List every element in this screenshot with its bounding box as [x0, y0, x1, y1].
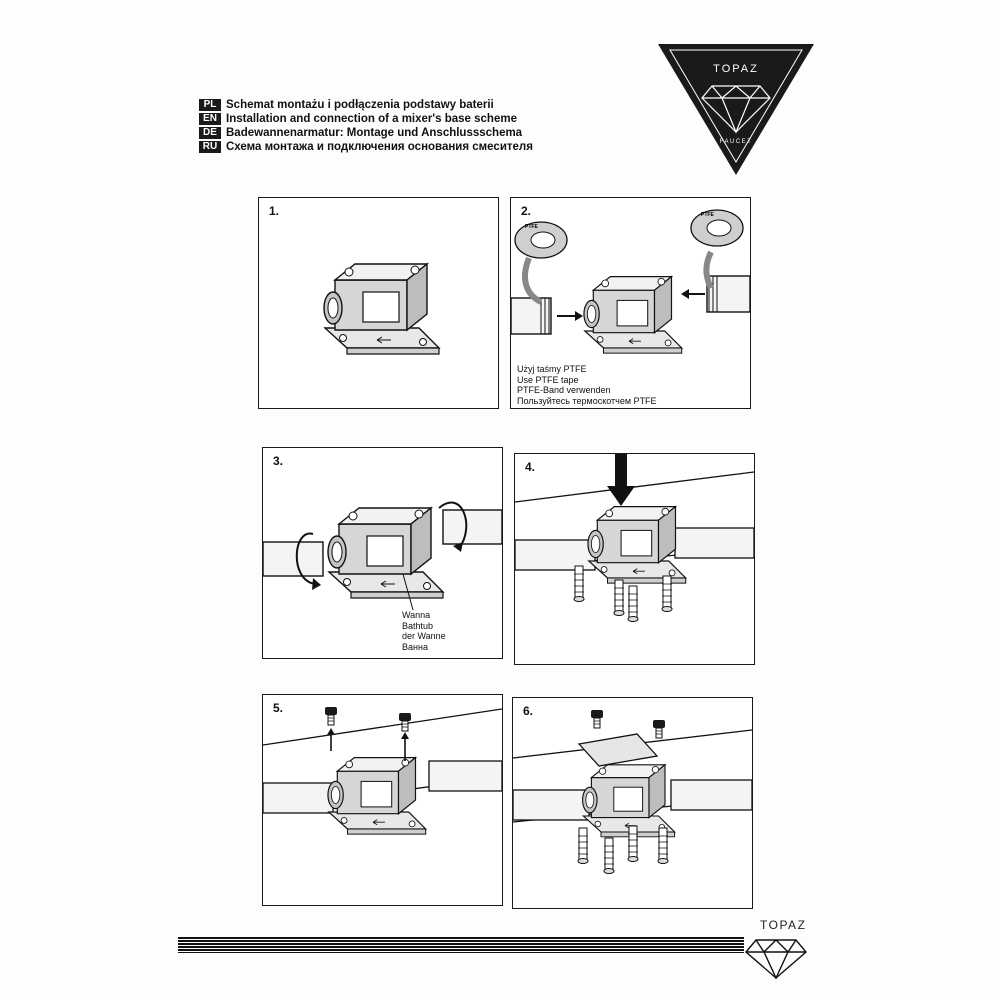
step-number: 3. — [273, 454, 284, 468]
lang-text: Schemat montażu i podłączenia podstawy baterii — [226, 98, 494, 111]
caption-line: Wanna — [402, 610, 431, 620]
tape-label: PTFE — [701, 212, 714, 218]
logo-tagline: FAUCET — [719, 139, 753, 145]
footer-rule — [178, 937, 744, 953]
arrow-up-icon — [331, 733, 405, 761]
step-number: 2. — [521, 204, 532, 218]
footer-brand: TOPAZ — [760, 918, 807, 932]
caption-line: Use PTFE tape — [517, 374, 579, 385]
step-1-panel — [258, 197, 499, 409]
step-6-panel — [512, 697, 753, 909]
topaz-logo — [656, 42, 816, 177]
step-number: 5. — [273, 701, 284, 715]
caption-line: Пользуйтесь термоскотчем PTFE — [517, 395, 657, 406]
step-number: 1. — [269, 204, 280, 218]
lang-text: Схема монтажа и подключения основания смесителя — [226, 140, 533, 153]
caption-line: PTFE-Band verwenden — [517, 385, 611, 395]
lang-text: Installation and connection of a mixer's base scheme — [226, 112, 517, 125]
step-1-illustration — [259, 198, 498, 408]
diamond-icon — [744, 936, 808, 980]
caption-line: der Wanne — [402, 631, 446, 641]
arrow-right-icon — [557, 311, 583, 321]
step-3-panel — [262, 447, 503, 659]
lang-text: Badewannenarmatur: Montage und Anschlussschema — [226, 126, 523, 139]
ptfe-tape-roll-left — [515, 222, 567, 302]
step-number: 6. — [523, 704, 534, 718]
step-2-panel — [510, 197, 751, 409]
lang-code: EN — [199, 113, 221, 125]
screw-icon — [325, 707, 337, 725]
header-row-de — [199, 126, 522, 139]
caption-line: Ванна — [402, 641, 428, 652]
bathtub-caption — [402, 610, 446, 652]
step-6-illustration — [513, 698, 752, 908]
lang-code: DE — [199, 127, 221, 139]
ptfe-caption — [517, 364, 657, 406]
step-4-panel — [514, 453, 755, 665]
step-4-illustration — [515, 454, 754, 664]
caption-line: Użyj taśmy PTFE — [517, 364, 587, 374]
logo-brand-text: TOPAZ — [713, 63, 759, 75]
tape-label: PTFE — [525, 224, 538, 230]
caption-line: Bathtub — [402, 620, 434, 631]
screw-icon — [653, 720, 665, 738]
step-3-illustration — [263, 448, 502, 658]
header-row-pl — [199, 98, 494, 111]
screw-icon — [399, 713, 411, 731]
lang-code: RU — [199, 141, 221, 153]
arrow-down-icon — [607, 454, 635, 506]
arrow-left-icon — [681, 289, 705, 299]
lang-code: PL — [199, 99, 221, 111]
header-row-ru — [199, 140, 533, 153]
step-5-illustration — [263, 695, 502, 905]
step-number: 4. — [525, 460, 536, 474]
header-row-en — [199, 112, 517, 125]
step-5-panel — [262, 694, 503, 906]
screw-icon — [591, 710, 603, 728]
